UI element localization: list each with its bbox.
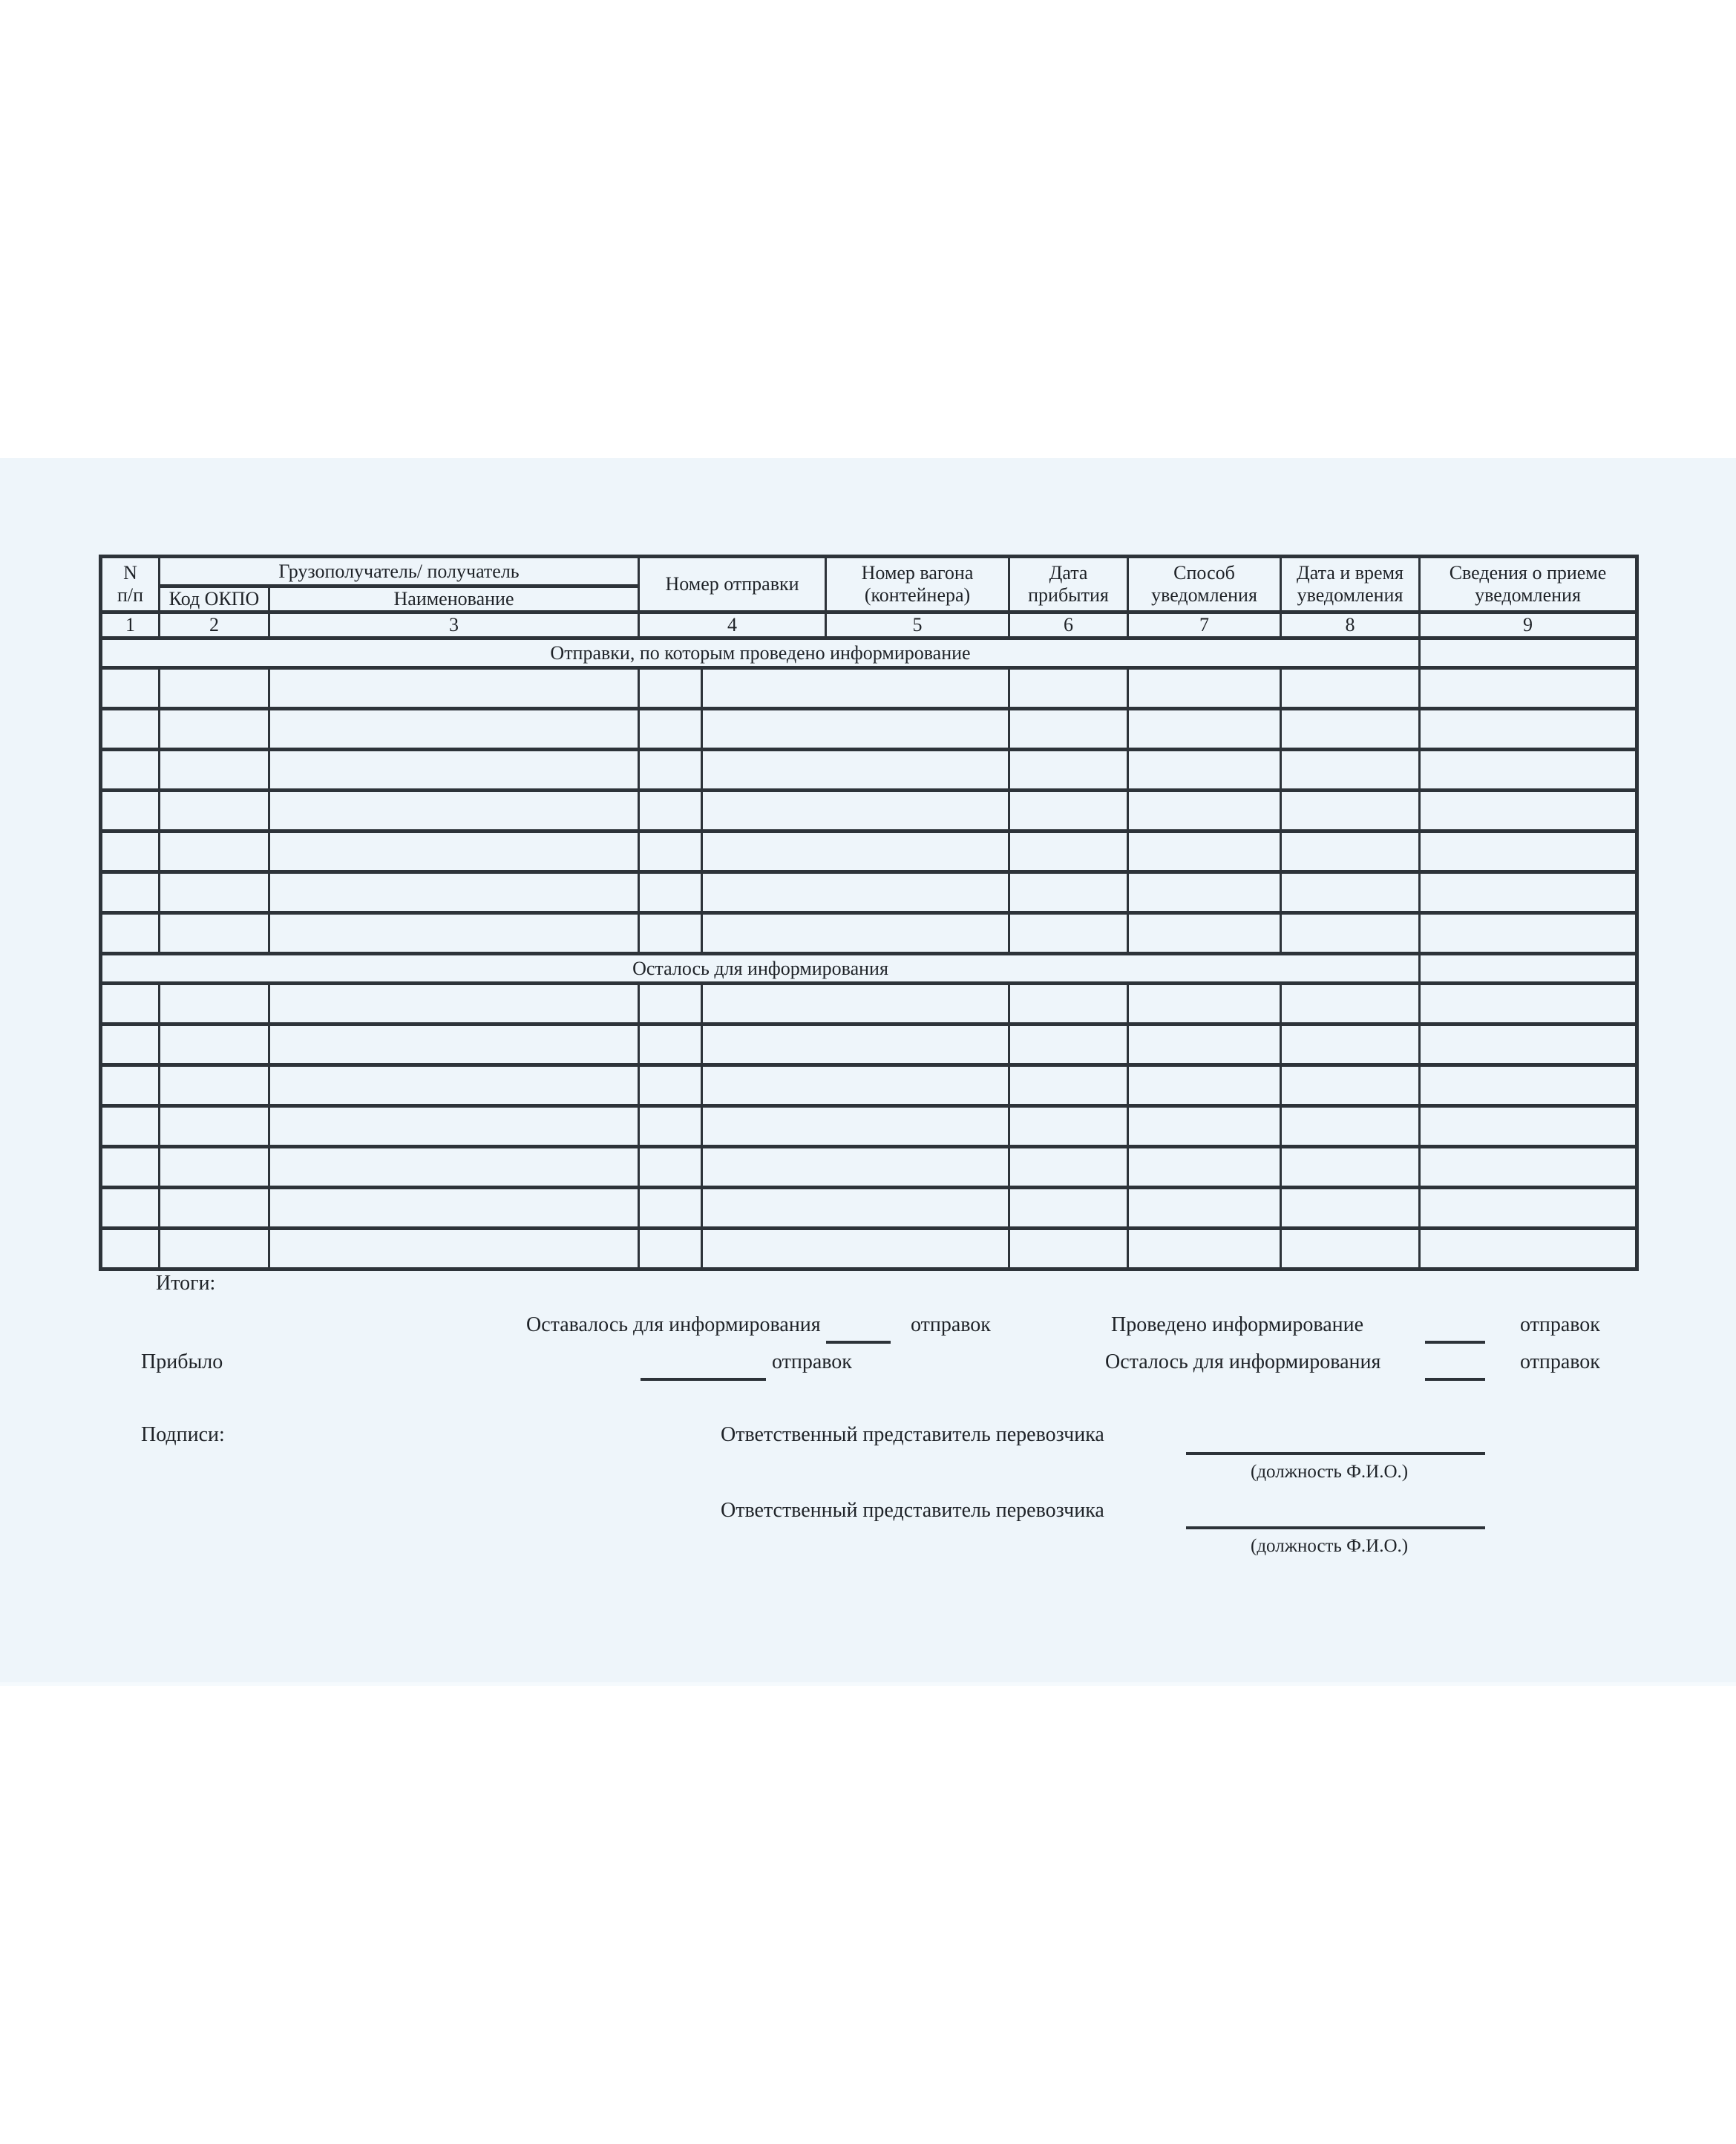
empty-cell [639,831,702,872]
table-row [101,1188,1637,1229]
empty-cell [101,913,160,954]
empty-cell [1009,1188,1128,1229]
empty-cell [101,750,160,791]
empty-cell [1420,668,1637,709]
col-num-1: 1 [101,612,160,638]
table-row [101,750,1637,791]
section-informed-header-row [101,638,1637,668]
empty-cell [702,913,1009,954]
empty-cell [269,1024,639,1065]
empty-cell [269,872,639,913]
section-header-empty-cell [1420,954,1637,984]
empty-cell [702,1229,1009,1269]
left-blank-line [1425,1378,1485,1381]
empty-cell [1281,872,1420,913]
empty-cell [160,1065,269,1106]
empty-cell [1128,668,1281,709]
empty-cell [269,1106,639,1147]
table-row [101,1229,1637,1269]
table-row [101,1065,1637,1106]
shipments-word-1: отправок [911,1313,991,1336]
empty-cell [1420,984,1637,1024]
empty-cell [1420,872,1637,913]
shipments-word-3: отправок [772,1350,852,1373]
empty-cell [1420,913,1637,954]
empty-cell [1009,709,1128,750]
empty-cell [1281,791,1420,831]
col-num-9: 9 [1420,612,1637,638]
left-label: Осталось для информирования [1105,1350,1381,1373]
empty-cell [1009,913,1128,954]
empty-cell [1009,668,1128,709]
remained-blank-line [826,1341,891,1344]
empty-cell [639,984,702,1024]
header-col-no-top: N [123,562,137,584]
header-arrival-date: Дата прибытия [1009,557,1128,612]
empty-cell [1281,984,1420,1024]
empty-cell [160,913,269,954]
col-num-4: 4 [639,612,826,638]
empty-cell [101,831,160,872]
empty-cell [702,750,1009,791]
header-notify-datetime: Дата и время уведомления [1281,557,1420,612]
empty-cell [1281,831,1420,872]
header-col-no [101,557,160,612]
empty-cell [1128,1188,1281,1229]
empty-cell [269,1188,639,1229]
empty-cell [160,791,269,831]
empty-cell [1009,1229,1128,1269]
signature-line-2 [1186,1526,1485,1529]
empty-cell [1420,1024,1637,1065]
empty-cell [639,1188,702,1229]
arrived-label: Прибыло [141,1350,223,1373]
conducted-label: Проведено информирование [1111,1313,1364,1336]
header-col-no-bottom: п/п [117,584,144,606]
empty-cell [1420,1229,1637,1269]
empty-cell [1009,791,1128,831]
empty-cell [639,750,702,791]
empty-cell [639,872,702,913]
empty-cell [1281,1147,1420,1188]
header-name: Наименование [269,586,639,612]
empty-cell [160,1147,269,1188]
empty-cell [702,1065,1009,1106]
empty-cell [1128,791,1281,831]
header-wagon-no: Номер вагона (контейнера) [826,557,1009,612]
empty-cell [639,913,702,954]
empty-cell [1281,1188,1420,1229]
col-num-3: 3 [269,612,639,638]
empty-cell [101,1065,160,1106]
empty-cell [1128,750,1281,791]
empty-cell [702,709,1009,750]
table-row [101,872,1637,913]
position-label-2: (должность Ф.И.О.) [1251,1536,1409,1556]
empty-cell [1128,1106,1281,1147]
empty-cell [1009,831,1128,872]
empty-cell [1128,1229,1281,1269]
empty-cell [160,668,269,709]
header-notify-method: Способ уведомления [1128,557,1281,612]
shipments-word-4: отправок [1520,1350,1600,1373]
empty-cell [1128,1065,1281,1106]
empty-cell [702,1106,1009,1147]
empty-cell [269,1229,639,1269]
empty-cell [702,1147,1009,1188]
empty-cell [702,984,1009,1024]
empty-cell [1281,1065,1420,1106]
table-row [101,709,1637,750]
empty-cell [269,1065,639,1106]
empty-cell [1281,709,1420,750]
empty-cell [1281,750,1420,791]
empty-cell [1128,872,1281,913]
empty-cell [1420,750,1637,791]
empty-cell [101,1147,160,1188]
table-row [101,791,1637,831]
empty-cell [1009,750,1128,791]
signatures-label: Подписи: [141,1423,225,1446]
empty-cell [1420,1106,1637,1147]
empty-cell [269,709,639,750]
section-remaining-title: Осталось для информирования [101,954,1420,984]
empty-cell [1420,1188,1637,1229]
empty-cell [1009,1065,1128,1106]
table-row [101,913,1637,954]
empty-cell [101,1024,160,1065]
empty-cell [702,1188,1009,1229]
responsible-label-2: Ответственный представитель перевозчика [721,1499,1104,1522]
empty-cell [1009,1024,1128,1065]
empty-cell [101,1229,160,1269]
empty-cell [101,1106,160,1147]
empty-cell [160,831,269,872]
empty-cell [702,831,1009,872]
empty-cell [1281,913,1420,954]
empty-cell [101,1188,160,1229]
conducted-blank-line [1425,1341,1485,1344]
empty-cell [639,668,702,709]
remained-label: Оставалось для информирования [526,1313,821,1336]
empty-cell [1128,1147,1281,1188]
empty-cell [160,984,269,1024]
empty-cell [1009,1106,1128,1147]
responsible-label-1: Ответственный представитель перевозчика [721,1423,1104,1446]
empty-cell [160,1188,269,1229]
empty-cell [1281,1229,1420,1269]
empty-cell [101,791,160,831]
empty-cell [1420,709,1637,750]
header-okpo: Код ОКПО [160,586,269,612]
section-informed [101,638,1637,954]
empty-cell [160,750,269,791]
empty-cell [1009,984,1128,1024]
empty-cell [1281,1106,1420,1147]
empty-cell [639,1229,702,1269]
empty-cell [269,791,639,831]
section-remaining-header-row [101,954,1637,984]
empty-cell [160,1024,269,1065]
header-consignee-group: Грузополучатель/ получатель [160,557,639,586]
col-num-7: 7 [1128,612,1281,638]
empty-cell [702,668,1009,709]
empty-cell [269,831,639,872]
empty-cell [1009,872,1128,913]
notification-log-table [99,555,1639,1271]
empty-cell [101,668,160,709]
empty-cell [269,750,639,791]
empty-cell [702,1024,1009,1065]
shipments-word-2: отправок [1520,1313,1600,1336]
table-row [101,984,1637,1024]
empty-cell [269,913,639,954]
band-bottom-edge [0,1682,1736,1686]
table-row [101,1147,1637,1188]
col-num-2: 2 [160,612,269,638]
empty-cell [1128,709,1281,750]
empty-cell [1281,668,1420,709]
section-informed-title: Отправки, по которым проведено информирование [101,638,1420,668]
arrived-blank-line [641,1378,766,1381]
signature-line-1 [1186,1452,1485,1455]
empty-cell [269,1147,639,1188]
empty-cell [101,709,160,750]
empty-cell [1009,1147,1128,1188]
section-header-empty-cell [1420,638,1637,668]
header-shipment-no: Номер отправки [639,557,826,612]
empty-cell [269,668,639,709]
empty-cell [639,1147,702,1188]
empty-cell [101,872,160,913]
section-remaining [101,954,1637,1269]
position-label-1: (должность Ф.И.О.) [1251,1462,1409,1482]
empty-cell [639,709,702,750]
column-number-row [101,612,1637,638]
col-num-5: 5 [826,612,1009,638]
header-notify-receipt: Сведения о приеме уведомления [1420,557,1637,612]
table-row [101,668,1637,709]
totals-label: Итоги: [156,1272,216,1295]
empty-cell [1420,1065,1637,1106]
empty-cell [702,872,1009,913]
empty-cell [1128,984,1281,1024]
empty-cell [269,984,639,1024]
empty-cell [160,1106,269,1147]
empty-cell [160,709,269,750]
col-num-6: 6 [1009,612,1128,638]
empty-cell [1420,831,1637,872]
empty-cell [702,791,1009,831]
empty-cell [1128,831,1281,872]
empty-cell [639,791,702,831]
empty-cell [160,1229,269,1269]
table-row [101,1106,1637,1147]
col-num-8: 8 [1281,612,1420,638]
empty-cell [1420,791,1637,831]
empty-cell [101,984,160,1024]
empty-cell [1281,1024,1420,1065]
empty-cell [1420,1147,1637,1188]
table-row [101,831,1637,872]
empty-cell [639,1106,702,1147]
table-header [101,557,1637,638]
empty-cell [1128,1024,1281,1065]
empty-cell [1128,913,1281,954]
empty-cell [639,1065,702,1106]
empty-cell [160,872,269,913]
empty-cell [639,1024,702,1065]
table-row [101,1024,1637,1065]
